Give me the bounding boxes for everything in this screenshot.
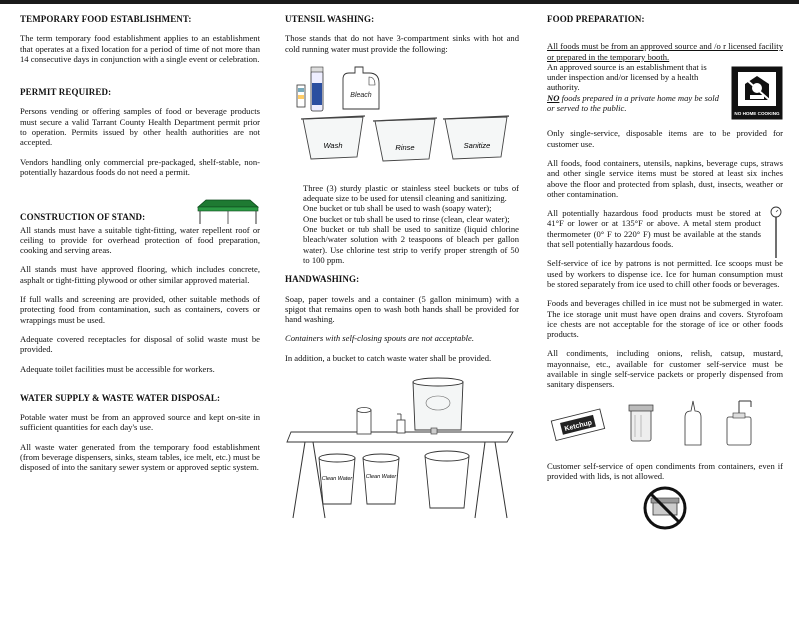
heading-construction: CONSTRUCTION OF STAND: [20,212,146,223]
waste-bucket-paragraph: In addition, a bucket to catch waste water shall be provided. [285,352,492,363]
bucket-label-1: Clean Water [321,476,353,483]
sanitize-tub-icon [443,116,509,159]
handwashing-station-illustration [285,372,519,522]
single-service-paragraph: Only single-service, disposable items are to be provided for customer use. [547,128,783,149]
heading-utensil-washing: UTENSIL WASHING: [285,14,375,24]
rinse-bucket-paragraph: One bucket or tub shall be used to rinse (clean, clear water); [303,213,510,224]
clean-water-bucket-icon [319,454,355,504]
no-home-cooking-icon [731,66,783,120]
no-emphasis: NO [547,92,560,103]
no-home-cooking-label: NO HOME COOKING [734,110,780,116]
bleach-bottle-icon [343,67,379,109]
tub-label-rinse: Rinse [395,142,415,152]
test-strip-icon [297,85,305,107]
tent-icon [196,199,260,225]
wash-bucket-paragraph: One bucket or tub shall be used to wash (soapy water); [303,203,492,214]
ice-paragraph: Self-service of ice by patrons is not permitted. Ice scoops must be used by workers to dispense ice. Ice for human consumption must be stored separately from ice used to chill other foods or beverages. [547,258,783,289]
handwashing-paragraph: Soap, paper towels and a container (5 gallon minimum) with a spigot that remains open to wash both hands shall be provided for hand washing. [285,293,519,325]
permit-paragraph: Persons vending or offering samples of food or beverage products must secure a valid Tarrant County Health Department permit prior to operation. Permits issued by other health authorities are not accepted. [20,106,260,148]
buckets-paragraph: Three (3) sturdy plastic or stainless steel buckets or tubs of adequate size to be used for utensil cleaning and sanitizing. [303,182,519,204]
test-vial-icon [311,67,323,111]
soap-dispenser-icon [397,414,405,433]
clean-water-bucket-icon [363,454,399,504]
ketchup-packet-icon [551,409,604,441]
sanitize-bucket-paragraph: One bucket or tub shall be used to sanitize (liquid chlorine bleach/water solution with 2 teaspoons of bleach per gallon water). Use chlorine test strip to verify proper strength of 50 to 100 ppm. [303,224,519,265]
pump-dispenser-icon [727,401,751,445]
no-home-food-paragraph [547,93,727,114]
heading-permit: PERMIT REQUIRED: [20,87,112,98]
flooring-paragraph: All stands must have approved flooring, which includes concrete, asphalt or tight-fitting plywood or other similar approved material. [20,264,260,285]
self-closing-paragraph: Containers with self-closing spouts are not acceptable. [285,333,474,344]
water-container-icon [413,378,463,434]
wash-tubs-illustration [285,63,519,173]
condiments-illustration [547,395,783,455]
heading-food-preparation: FOOD PREPARATION: [547,14,645,24]
wash-tub-icon [301,116,365,159]
heading-water-supply: WATER SUPPLY & WASTE WATER DISPOSAL: [20,392,221,403]
no-home-food-text: foods prepared in a private home may be sold or served to the public. [547,92,719,114]
condiments-paragraph: All condiments, including onions, relish, catsup, mustard, mayonnaise, etc., available for customer self-service must be available in single self-service packets or properly dispensed from sanitary dispensers. [547,348,783,390]
open-condiments-paragraph: Customer self-service of open condiments from containers, even if provided with lids, is not allowed. [547,460,783,481]
squeeze-bottle-icon [685,401,701,445]
thermometer-icon [769,206,783,260]
approved-definition-paragraph: An approved source is an establishment that is under inspection and/or licensed by a health authority. [547,61,707,93]
tub-label-wash: Wash [323,140,343,150]
rinse-tub-icon [373,118,437,161]
potable-water-paragraph: Potable water must be from an approved source and kept on-site in sufficient quantities for each day's use. [20,412,260,433]
waste-water-paragraph: All waste water generated from the temporary food establishment (from beverage dispensers, sinks, steam tables, ice melt, etc.) must be disposed of into the sanitary sewer system or approved septic system. [20,441,260,473]
home-cooking-block [547,61,783,116]
heading-handwashing: HANDWASHING: [285,274,360,285]
approved-source-paragraph: All foods must be from an approved source and /o r licensed facility or prepared in the temporary booth. [547,41,783,62]
waste-water-bucket-icon [425,451,469,508]
walls-paragraph: If full walls and screening are provided, other suitable methods of protecting food from contamination, such as containers, covers or wrappings must be used. [20,294,260,325]
column-right [547,14,783,531]
bucket-label-2: Clean Water [365,474,397,481]
column-left [20,14,260,482]
thermometer-block [547,208,783,249]
storage-paragraph: All foods, food containers, utensils, napkins, beverage cups, straws and other single service items must be stored at least six inches above the floor and protected from splash, dust, insects, weather or other contamination. [547,157,783,199]
vendors-paragraph: Vendors handling only commercial pre-packaged, shelf-stable, non-potentially hazardous foods do not need a permit. [20,156,260,177]
heading-temporary-food: TEMPORARY FOOD ESTABLISHMENT: [20,14,192,24]
construction-section [20,212,260,255]
onion-dispenser-icon [629,405,653,441]
hazardous-foods-paragraph: All potentially hazardous food products must be stored at 41°F or lower or at 135°F or above. A metal stem product thermometer (0° F to 220° F) must be available at the stands that sell potentially hazardous foods. [547,208,761,250]
tub-label-sanitize: Sanitize [463,140,491,150]
utensil-intro-paragraph: Those stands that do not have 3-compartment sinks with hot and cold running water must provide the following: [285,33,519,54]
toilet-paragraph: Adequate toilet facilities must be accessible for workers. [20,363,215,374]
column-middle [285,14,519,522]
bleach-label: Bleach [350,91,372,99]
ketchup-label: Ketchup [563,419,593,433]
no-open-condiments-icon [547,485,783,531]
waste-receptacles-paragraph: Adequate covered receptacles for disposal of solid waste must be provided. [20,333,260,355]
top-border [0,0,799,4]
definition-paragraph: The term temporary food establishment applies to an establishment that operates at a fixed location for a period of time of not more than 14 consecutive days in conjunction with a single event or celebration. [20,33,260,64]
paper-towel-icon [357,408,371,435]
roof-paragraph: All stands must have a suitable tight-fitting, water repellent roof or ceiling to provide for overhead protection of food preparation, cooking and serving areas. [20,224,260,256]
chilled-foods-paragraph: Foods and beverages chilled in ice must not be submerged in water. The ice storage unit must have open drains and covers. Styrofoam ice chests are not acceptable for the storage of ice or other foods products. [547,298,783,340]
